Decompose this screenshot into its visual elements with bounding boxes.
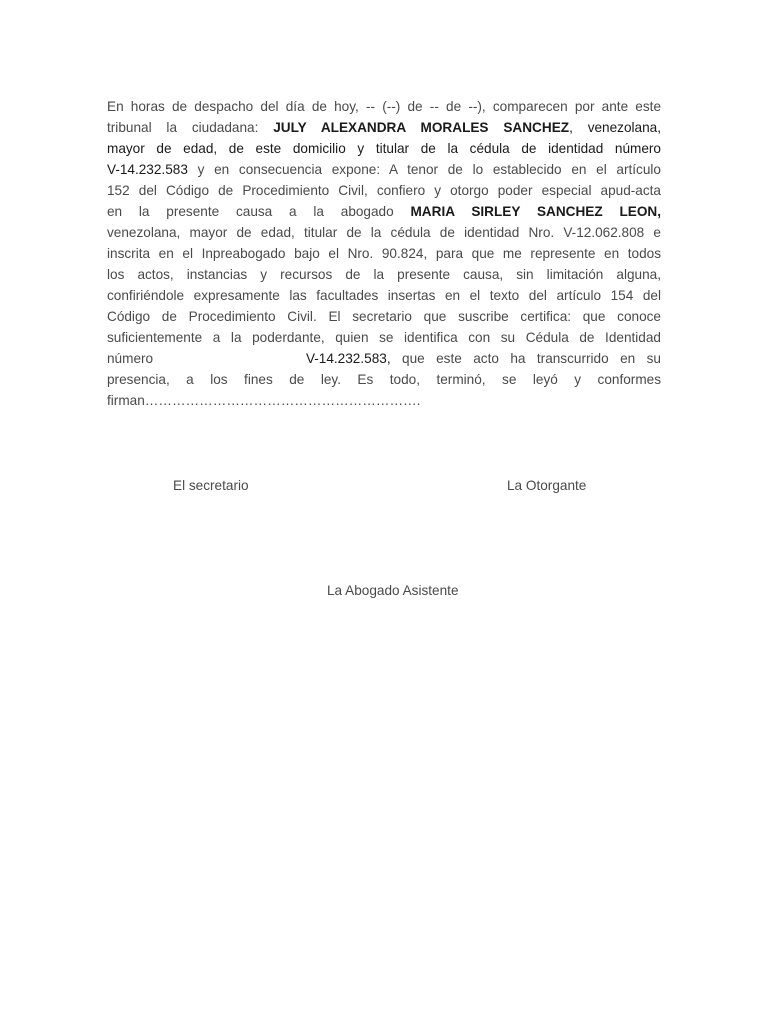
paragraph-line-7	[107, 222, 661, 243]
text: los actos, instancias y recursos de la presente causa, sin limitación alguna,	[107, 267, 661, 282]
paragraph-line-11	[107, 306, 661, 327]
text: y en consecuencia expone: A tenor de lo establecido en el artículo	[197, 162, 661, 177]
text: En horas de despacho del día de hoy, -- (--) de -- de --), comparecen por ante este	[107, 99, 661, 114]
attorney-signature-label: La Abogado Asistente	[327, 583, 459, 598]
text: número	[107, 351, 154, 366]
text: suficientemente a la poderdante, quien se identifica con su Cédula de Identidad	[107, 330, 661, 345]
secretary-signature-label: El secretario	[173, 478, 249, 493]
paragraph-line-14	[107, 369, 661, 390]
text: que este acto ha transcurrido en su	[402, 351, 661, 366]
paragraph-line-13	[107, 348, 661, 369]
text: mayor de edad, de este domicilio y titular de la cédula de identidad número	[107, 141, 661, 156]
paragraph-line-8	[107, 243, 661, 264]
text: inscrita en el Inpreabogado bajo el Nro. 90.824, para que me represente en todos	[107, 246, 661, 261]
text: tribunal la ciudadana:	[107, 120, 259, 135]
text: confiriéndole expresamente las facultades insertas en el texto del artículo 154 del	[107, 288, 661, 303]
text: en la presente causa a la abogado	[107, 204, 394, 219]
paragraph-line-9	[107, 264, 661, 285]
grantor-name: JULY ALEXANDRA MORALES SANCHEZ	[273, 120, 570, 135]
paragraph-line-1	[107, 96, 661, 117]
text: , venezolana,	[569, 120, 661, 135]
text: firman…………………………………………………….	[107, 393, 421, 408]
paragraph-line-12	[107, 327, 661, 348]
paragraph-line-5	[107, 180, 661, 201]
grantor-signature-label: La Otorgante	[507, 478, 587, 493]
text: 152 del Código de Procedimiento Civil, confiero y otorgo poder especial apud-acta	[107, 183, 661, 198]
paragraph-line-2	[107, 117, 661, 138]
paragraph-line-4	[107, 159, 661, 180]
text: presencia, a los fines de ley. Es todo, terminó, se leyó y conformes	[107, 372, 661, 387]
attorney-name: MARIA SIRLEY SANCHEZ LEON,	[410, 204, 661, 219]
grantor-id-number: V-14.232.583	[107, 162, 188, 177]
paragraph-line-15	[107, 390, 661, 411]
paragraph-line-6	[107, 201, 661, 222]
paragraph-line-10	[107, 285, 661, 306]
grantor-id-number-repeat: V-14.232.583,	[305, 351, 391, 366]
text: Código de Procedimiento Civil. El secretario que suscribe certifica: que conoce	[107, 309, 661, 324]
paragraph-line-3	[107, 138, 661, 159]
text: venezolana, mayor de edad, titular de la cédula de identidad Nro. V-12.062.808 e	[107, 225, 661, 240]
